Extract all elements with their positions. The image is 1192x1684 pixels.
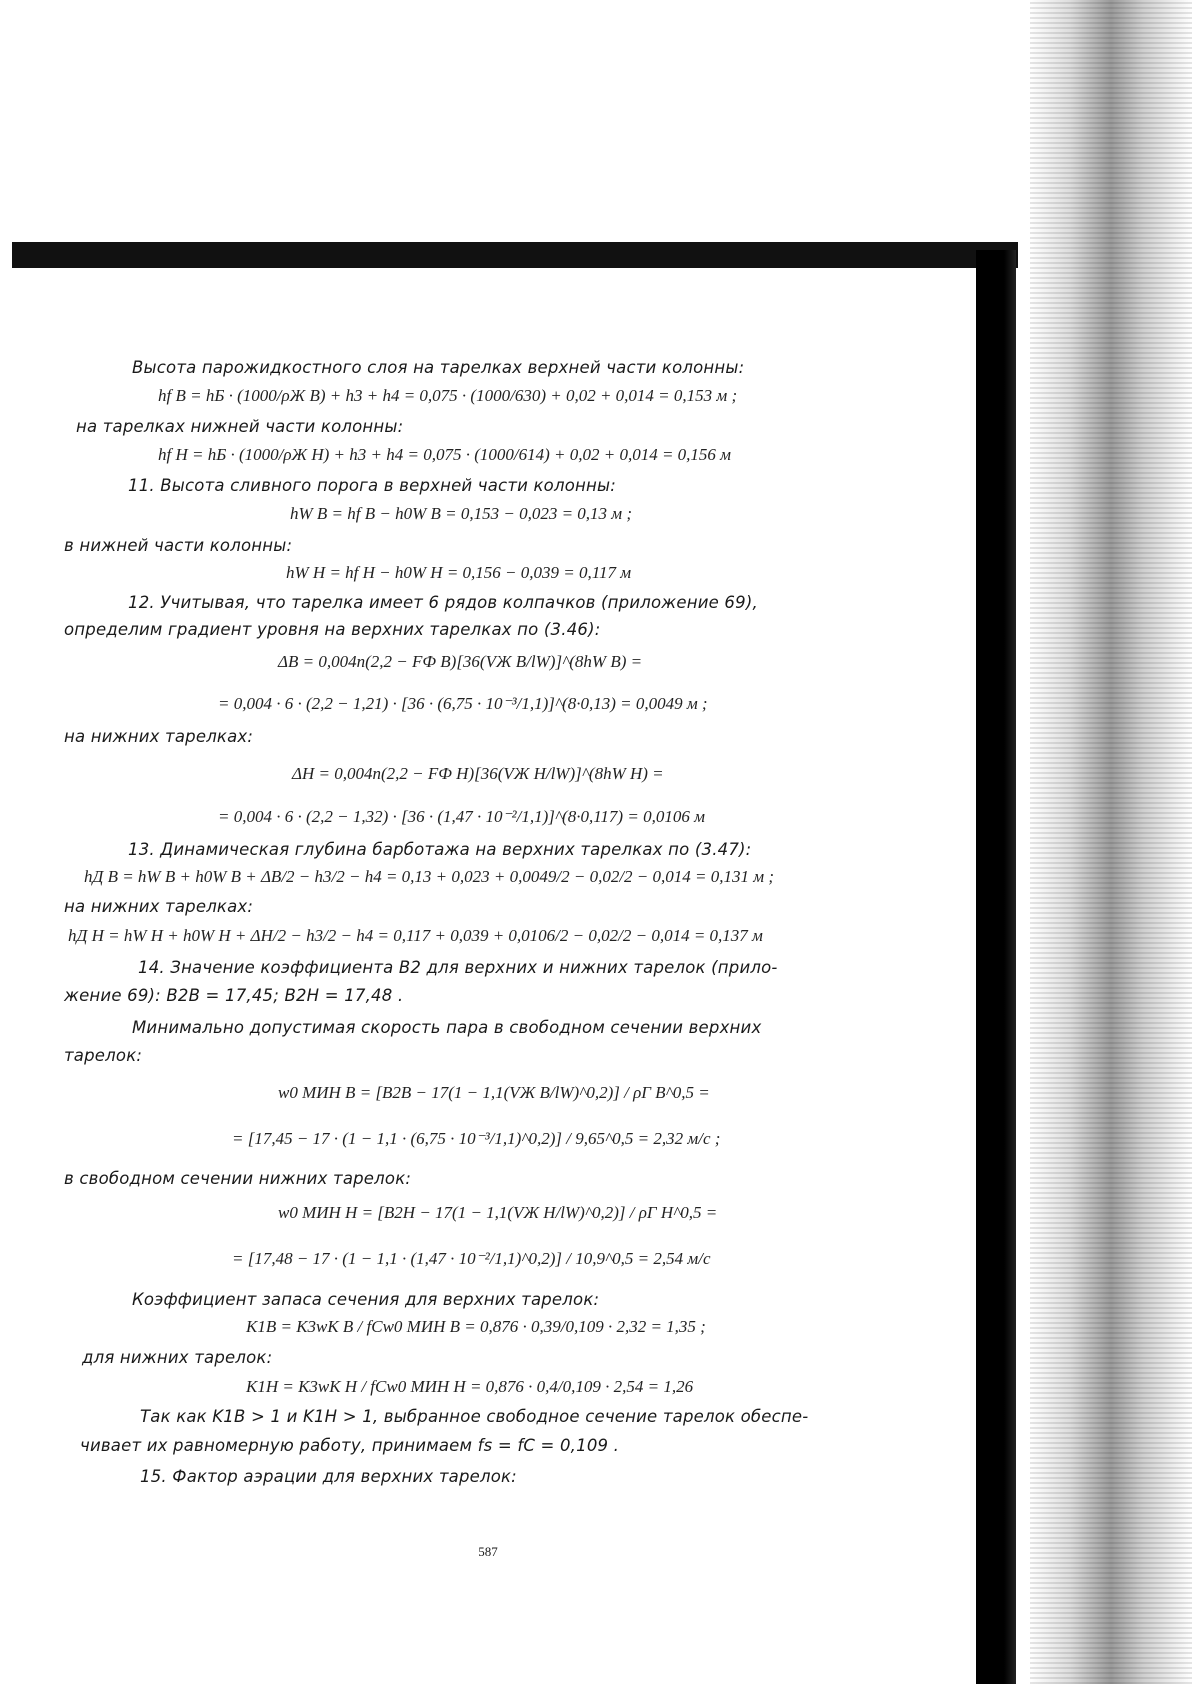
formula-line: K1В = K3wК В / fСw0 МИН В = 0,876 · 0,39/0,109 · 2,32 = 1,35 ; <box>246 1317 706 1336</box>
formula-line: ΔН = 0,004n(2,2 − FФ Н)[36(VЖ Н/lW)]^(8hW Н) = <box>292 764 664 783</box>
text-line: на нижних тарелках: <box>64 897 254 916</box>
text-line: Коэффициент запаса сечения для верхних тарелок: <box>132 1290 600 1309</box>
text-line: в нижней части колонны: <box>64 536 293 555</box>
text-line: тарелок: <box>64 1046 143 1065</box>
text-line: определим градиент уровня на верхних тарелках по (3.46): <box>64 620 601 639</box>
formula-line: hf Н = hБ · (1000/ρЖ Н) + h3 + h4 = 0,075 · (1000/614) + 0,02 + 0,014 = 0,156 м <box>158 445 732 464</box>
text-line: Минимально допустимая скорость пара в свободном сечении верхних <box>132 1018 762 1037</box>
text-line: на нижних тарелках: <box>64 727 254 746</box>
formula-line: = 0,004 · 6 · (2,2 − 1,21) · [36 · (6,75 · 10⁻³/1,1)]^(8·0,13) = 0,0049 м ; <box>218 694 708 713</box>
formula-line: w0 МИН Н = [B2Н − 17(1 − 1,1(VЖ Н/lW)^0,2)] / ρГ Н^0,5 = <box>278 1203 718 1222</box>
text-line: 13. Динамическая глубина барботажа на верхних тарелках по (3.47): <box>128 840 752 859</box>
text-line: 11. Высота сливного порога в верхней части колонны: <box>128 476 616 495</box>
formula-line: hW В = hf В − h0W В = 0,153 − 0,023 = 0,13 м ; <box>290 504 633 523</box>
text-line: Так как K1В > 1 и K1Н > 1, выбранное свободное сечение тарелок обеспе- <box>140 1407 809 1426</box>
formula-line: = 0,004 · 6 · (2,2 − 1,32) · [36 · (1,47 · 10⁻²/1,1)]^(8·0,117) = 0,0106 м <box>218 807 705 826</box>
formula-line: = [17,45 − 17 · (1 − 1,1 · (6,75 · 10⁻³/1,1)^0,2)] / 9,65^0,5 = 2,32 м/с ; <box>232 1129 721 1148</box>
text-line: в свободном сечении нижних тарелок: <box>64 1169 412 1188</box>
formula-line: hД Н = hW Н + h0W Н + ΔН/2 − h3/2 − h4 = 0,117 + 0,039 + 0,0106/2 − 0,02/2 − 0,014 = 0,137 м <box>68 926 763 945</box>
formula-line: hД В = hW В + h0W В + ΔВ/2 − h3/2 − h4 = 0,13 + 0,023 + 0,0049/2 − 0,02/2 − 0,014 = 0,131 м ; <box>84 867 774 886</box>
text-line: для нижних тарелок: <box>82 1348 273 1367</box>
formula-line: K1Н = K3wК Н / fСw0 МИН Н = 0,876 · 0,4/0,109 · 2,54 = 1,26 <box>246 1377 694 1396</box>
text-line: 14. Значение коэффициента B2 для верхних и нижних тарелок (прило- <box>138 958 778 977</box>
text-line: на тарелках нижней части колонны: <box>76 417 404 436</box>
text-line: чивает их равномерную работу, принимаем fs = fС = 0,109 . <box>80 1436 620 1455</box>
text-line: Высота парожидкостного слоя на тарелках верхней части колонны: <box>132 358 745 377</box>
formula-line: w0 МИН В = [B2В − 17(1 − 1,1(VЖ В/lW)^0,2)] / ρГ В^0,5 = <box>278 1083 710 1102</box>
text-line: 12. Учитывая, что тарелка имеет 6 рядов колпачков (приложение 69), <box>128 593 758 612</box>
formula-line: = [17,48 − 17 · (1 − 1,1 · (1,47 · 10⁻²/1,1)^0,2)] / 10,9^0,5 = 2,54 м/с <box>232 1249 711 1268</box>
formula-line: hW Н = hf Н − h0W Н = 0,156 − 0,039 = 0,117 м <box>286 563 632 582</box>
page-number: 587 <box>478 1544 498 1559</box>
text-line: жение 69): B2В = 17,45; B2Н = 17,48 . <box>64 986 404 1005</box>
formula-line: ΔВ = 0,004n(2,2 − FФ В)[36(VЖ В/lW)]^(8hW В) = <box>278 652 643 671</box>
text-line: 15. Фактор аэрации для верхних тарелок: <box>140 1467 517 1486</box>
formula-line: hf В = hБ · (1000/ρЖ В) + h3 + h4 = 0,075 · (1000/630) + 0,02 + 0,014 = 0,153 м ; <box>158 386 738 405</box>
scan-right-border <box>976 250 1016 1684</box>
scan-edge-shadow <box>1030 0 1192 1684</box>
